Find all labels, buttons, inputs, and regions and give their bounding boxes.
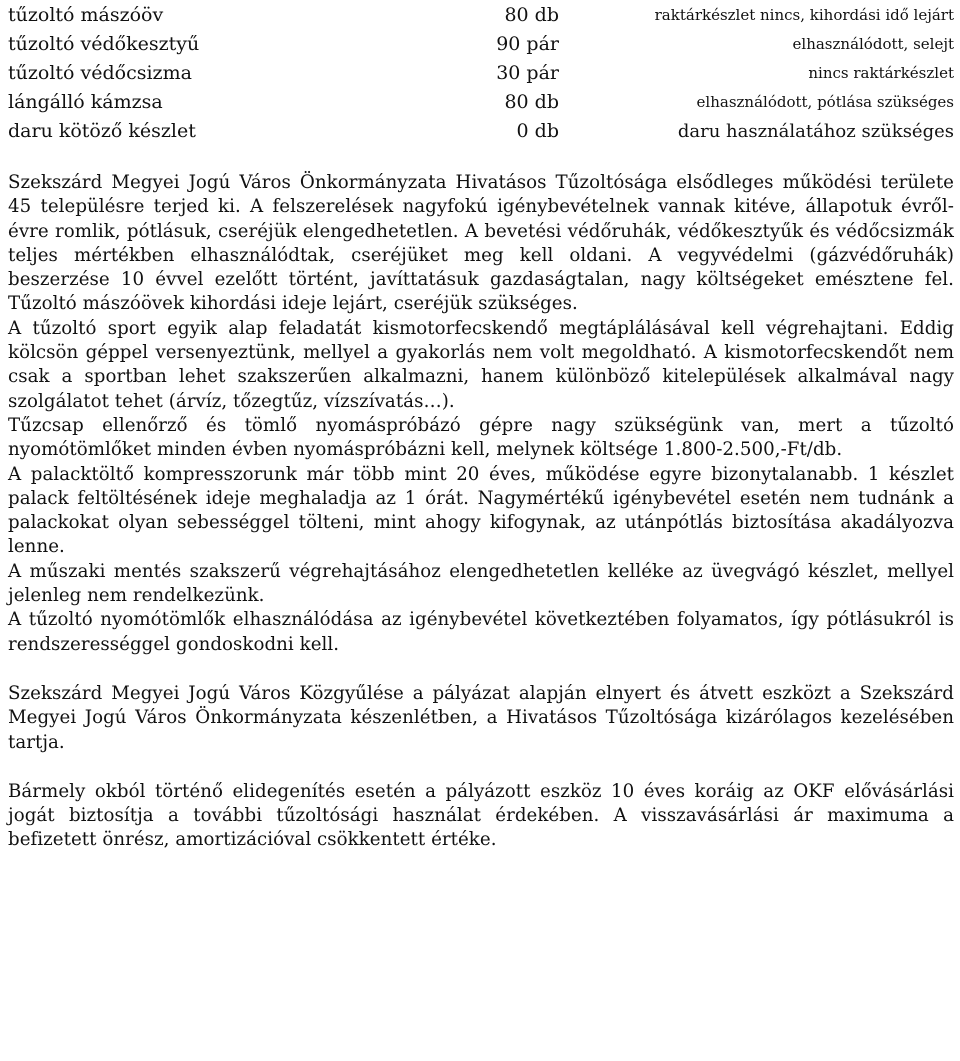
equipment-name: tűzoltó védőcsizma [8,62,192,84]
equipment-quantity: 0 db [516,120,559,142]
equipment-name: daru kötöző készlet [8,120,196,142]
equipment-quantity: 80 db [504,4,559,26]
equipment-note: elhasználódott, selejt [792,35,954,53]
table-row [8,30,954,59]
body-text-block [8,171,954,657]
equipment-name: tűzoltó mászóöv [8,4,164,26]
table-row [8,117,954,146]
equipment-quantity: 80 db [504,91,559,113]
equipment-quantity: 30 pár [496,62,559,84]
paragraph-hydrant-tester: Tűzcsap ellenőrző és tömlő nyomáspróbázó gépre nagy szükségünk van, mert a tűzoltó nyomótömlőket minden évben nyomáspróbázni kell, melynek költsége 1.800-2.500,-Ft/db. [8,414,954,461]
equipment-note: elhasználódott, pótlása szükséges [696,93,954,111]
equipment-table [8,1,954,146]
paragraph-glass-cutter: A műszaki mentés szakszerű végrehajtásához elengedhetetlen kelléke az üvegvágó készlet, mellyel jelenleg nem rendelkezünk. [8,560,954,607]
table-row [8,59,954,88]
equipment-name: tűzoltó védőkesztyű [8,33,200,55]
document-page [8,0,954,853]
paragraph-hoses: A tűzoltó nyomótömlők elhasználódása az igénybevétel következtében folyamatos, így pótlásukról is rendszerességgel gondoskodni kell. [8,609,954,655]
equipment-quantity: 90 pár [496,33,559,55]
equipment-note: daru használatához szükséges [677,121,954,142]
paragraph-assembly: Szekszárd Megyei Jogú Város Közgyűlése a pályázat alapján elnyert és átvett eszközt a Szekszárd Megyei Jogú Város Önkormányzata készenlétben, a Hivatásos Tűzoltósága kizárólagos kezelésében tartja. [8,682,954,753]
equipment-note: nincs raktárkészlet [808,64,954,82]
paragraph-compressor: A palacktöltő kompresszorunk már több mint 20 éves, működése egyre bizonytalanabb. 1 készlet palack feltöltésének ideje meghaladja az 1 órát. Nagymértékű igénybevétel esetén nem tudnánk a palackokat olyan sebességgel tölteni, mint ahogy kifogynak, az utánpótlás biztosítása akadályozva lenne. [8,463,954,558]
paragraph-preemption: Bármely okból történő elidegenítés esetén a pályázott eszköz 10 éves koráig az OKF elővásárlási jogát biztosítja a további tűzoltósági használat érdekében. A visszavásárlási ár maximuma a befizetett önrész, amortizációval csökkentett értéke. [8,780,954,851]
table-row [8,1,954,30]
table-row [8,88,954,117]
paragraph-service-area: Szekszárd Megyei Jogú Város Önkormányzata Hivatásos Tűzoltósága elsődleges működési területe 45 településre terjed ki. A felszerelések nagyfokú igénybevételnek vannak kitéve, állapotuk évről- évre romlik, pótlásuk, cseréjük elengedhetetlen. A bevetési védőruhák, védőkesztyűk és védőcsizmák teljes mértékben elhasználódtak, cseréjüket meg kell oldani. A vegyvédelmi (gázvédőruhák) beszerzése 10 évvel ezelőtt történt, javíttatásuk gazdaságtalan, nagy költségeket emésztene fel. Tűzoltó mászóövek kihordási ideje lejárt, cseréjük szükséges. [8,172,954,315]
paragraph-fire-sport: A tűzoltó sport egyik alap feladatát kismotorfecskendő megtáplálásával kell végrehajtani. Eddig kölcsön géppel versenyeztünk, mellyel a gyakorlás nem volt megoldható. A kismotorfecskendőt nem csak a sportban lehet szakszerűen alkalmazni, hanem különböző kitelepülések alkalmával nagy szolgálatot tehet (árvíz, tőzegtűz, vízszívatás…). [8,317,954,412]
equipment-name: lángálló kámzsa [8,91,163,113]
equipment-note: raktárkészlet nincs, kihordási idő lejárt [654,6,954,24]
